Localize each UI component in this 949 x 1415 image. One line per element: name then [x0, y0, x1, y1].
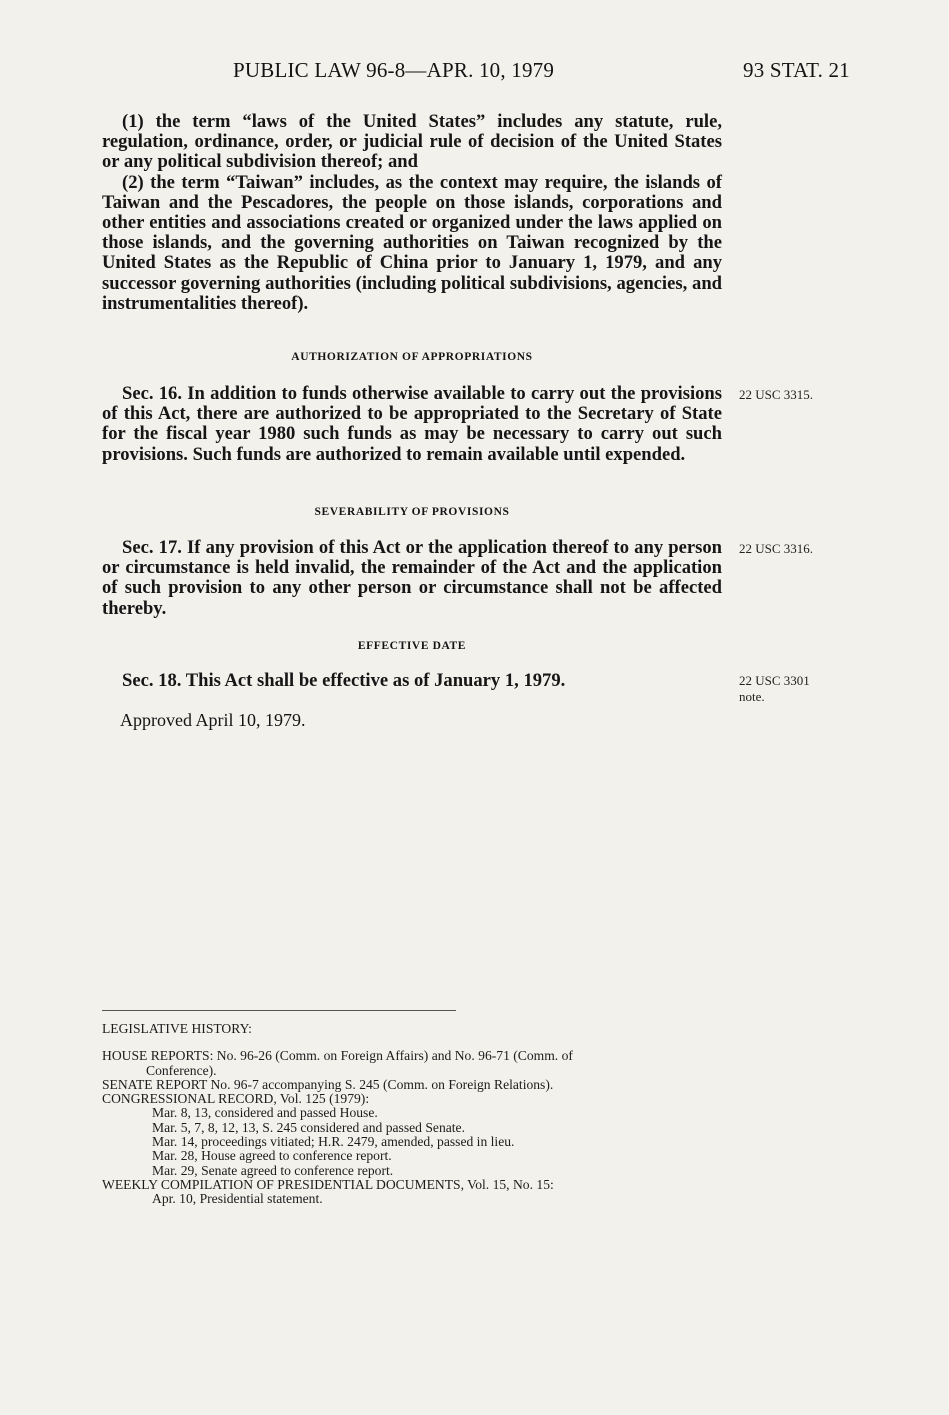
- section-text: In addition to funds otherwise available to carry out the provisions of this Act, there are authorized to be appropriated to the Secretary of State for the fiscal year 1980 such funds as may be necessary to carry out such provisions. Such funds are authorized to remain available until expended.: [102, 383, 722, 465]
- senate-report: SENATE REPORT No. 96-7 accompanying S. 245 (Comm. on Foreign Relations).: [102, 1076, 554, 1092]
- definition-laws-of-us: (1) the term “laws of the United States” includes any statute, rule, regulation, ordinance, order, or judicial rule of decision of the United States or any political subdivision thereof; and: [102, 111, 722, 173]
- footnote-divider: [102, 1010, 456, 1011]
- section-label: Sec. 18.: [122, 670, 182, 691]
- house-reports-cont: Conference).: [146, 1062, 217, 1078]
- legislative-history-title: LEGISLATIVE HISTORY:: [102, 1021, 252, 1036]
- section-text: This Act shall be effective as of January 1, 1979.: [185, 670, 566, 691]
- weekly-entry: Apr. 10, Presidential statement.: [152, 1191, 323, 1207]
- margin-note-usc-3315: 22 USC 3315.: [739, 387, 814, 402]
- legislative-history: [102, 1022, 732, 1207]
- margin-note-citation: 22 USC 3301: [739, 673, 810, 688]
- section-label: Sec. 17.: [122, 537, 182, 558]
- congressional-record: CONGRESSIONAL RECORD, Vol. 125 (1979):: [102, 1091, 370, 1107]
- section-heading-severability: SEVERABILITY OF PROVISIONS: [314, 506, 510, 518]
- approval-date: Approved April 10, 1979.: [120, 710, 306, 730]
- margin-note-usc-3316: 22 USC 3316.: [739, 541, 814, 556]
- section-heading-appropriations: AUTHORIZATION OF APPROPRIATIONS: [291, 351, 533, 363]
- record-entry: Mar. 8, 13, considered and passed House.: [152, 1105, 378, 1121]
- record-entry: Mar. 28, House agreed to conference report.: [152, 1148, 392, 1164]
- running-header-title: PUBLIC LAW 96-8—APR. 10, 1979: [233, 58, 555, 82]
- record-entry: Mar. 29, Senate agreed to conference report.: [152, 1162, 394, 1178]
- section-text: If any provision of this Act or the application thereof to any person or circumstance is held invalid, the remainder of the Act and the application of such provision to any other person or circumstance shall not be affected thereby.: [102, 537, 722, 619]
- record-entry: Mar. 14, proceedings vitiated; H.R. 2479, amended, passed in lieu.: [152, 1134, 515, 1150]
- section-16: [102, 384, 722, 465]
- record-entry: Mar. 5, 7, 8, 12, 13, S. 245 considered and passed Senate.: [152, 1119, 465, 1135]
- house-reports: HOUSE REPORTS: No. 96-26 (Comm. on Foreign Affairs) and No. 96-71 (Comm. of: [102, 1048, 573, 1064]
- definition-taiwan: (2) the term “Taiwan” includes, as the context may require, the islands of Taiwan and the Pescadores, the people on those islands, corporations and other entities and associations created or organized under the laws applied on those islands, and the governing authorities on Taiwan recognized by the United States as the Republic of China prior to January 1, 1979, and any successor governing authorities (including political subdivisions, agencies, and instrumentalities thereof).: [102, 171, 722, 314]
- section-label: Sec. 16.: [122, 383, 182, 404]
- weekly-compilation: WEEKLY COMPILATION OF PRESIDENTIAL DOCUMENTS, Vol. 15, No. 15:: [102, 1176, 554, 1192]
- statute-page-number: 93 STAT. 21: [743, 58, 850, 82]
- margin-note-usc-3301: [739, 673, 810, 705]
- definitions-block: [102, 112, 722, 314]
- margin-note-suffix: note.: [739, 689, 765, 704]
- section-18: [102, 671, 722, 691]
- section-heading-effective-date: EFFECTIVE DATE: [357, 640, 467, 652]
- section-17: [102, 538, 722, 619]
